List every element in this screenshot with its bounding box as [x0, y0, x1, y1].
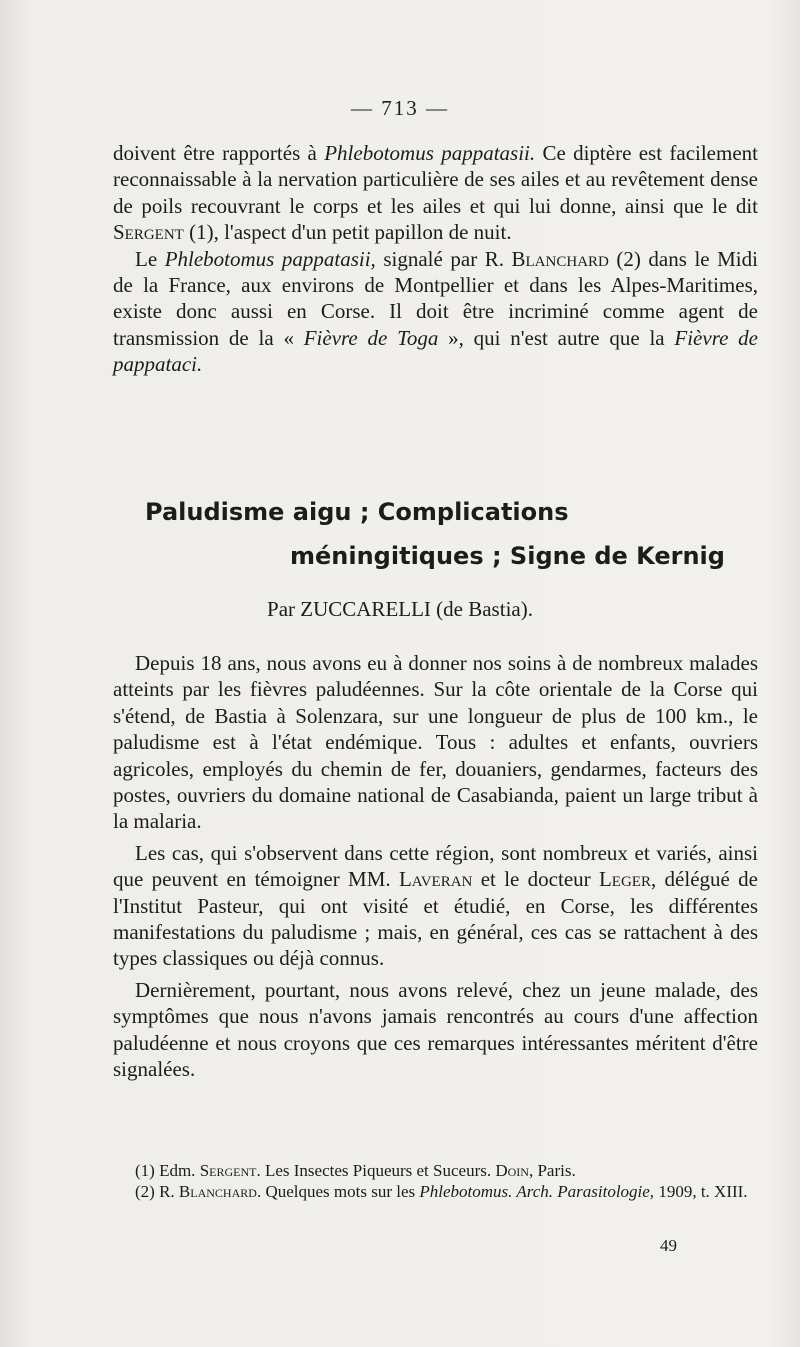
text-run: Phlebotomus pappatasii.	[324, 141, 536, 165]
footnote-2	[113, 1181, 758, 1202]
article-title-line-2: méningitiques ; Signe de Kernig	[290, 542, 725, 570]
paragraph-intro	[113, 140, 758, 246]
text-run: . Quelques mots sur les	[256, 1182, 420, 1201]
text-run: Fièvre de pappataci.	[113, 325, 758, 377]
paragraph-dernierement	[113, 977, 758, 1083]
text-run: (1) Edm.	[135, 1161, 200, 1180]
text-run: Doin	[495, 1161, 529, 1180]
folio-header: — 713 —	[351, 96, 449, 120]
text-run: Fièvre de Toga	[303, 325, 439, 350]
article-title-line-1: Paludisme aigu ; Complications	[145, 498, 569, 526]
text-run: Sergent	[113, 220, 184, 245]
page-number: 49	[660, 1236, 677, 1255]
text-run: , Paris.	[528, 1161, 576, 1180]
text-run: Ce diptère est facilement reconnaissable à la nervation particulière de ses ailes et au revêtement dense de poils recouvrant le corps et les ailes et qui lui donne, ainsi que le dit	[113, 141, 758, 218]
paragraph-depuis	[113, 650, 758, 835]
article-author: Par ZUCCARELLI (de Bastia).	[267, 597, 533, 621]
text-run: signalé par R.	[375, 246, 512, 271]
text-run: Blanchard	[511, 246, 609, 271]
text-run: Leger	[598, 867, 651, 892]
text-run: Le	[135, 246, 165, 271]
text-run: Blanchard	[178, 1182, 257, 1201]
text-run: Laveran	[398, 867, 473, 892]
text-run: (2) R.	[135, 1182, 179, 1201]
text-run: Phlebotomus. Arch. Parasitologie,	[419, 1182, 655, 1201]
text-block-article	[113, 650, 758, 1083]
text-run: doivent être rapportés à	[113, 141, 325, 165]
paragraph-cas	[113, 840, 758, 972]
text-run: . Les Insectes Piqueurs et Suceurs.	[256, 1161, 496, 1180]
text-block-top	[113, 140, 758, 378]
text-run: (2) dans le Midi de la France, aux environs de Montpellier et dans les Alpes-Maritimes, existe donc aussi en Corse. Il doit être incriminé comme agent de transmission de la «	[113, 246, 758, 350]
text-run: Phlebotomus pappatasii,	[164, 246, 376, 271]
paragraph-phlebotomus	[113, 246, 758, 378]
text-run: (1), l'aspect d'un petit papillon de nuit.	[183, 220, 512, 245]
text-run: et le docteur	[472, 867, 599, 892]
text-run: 1909, t. XIII.	[654, 1182, 748, 1201]
text-run: Sergent	[199, 1161, 257, 1180]
footnote-1	[113, 1160, 758, 1181]
text-run: , délégué de l'Institut Pasteur, qui ont visité et étudié, en Corse, les différentes manifestations du paludisme ; mais, en général, ces cas se rattachent à des types classiques ou déjà connus.	[113, 867, 759, 971]
text-run: Depuis 18 ans, nous avons eu à donner nos soins à de nombreux malades atteints par les fièvres paludéennes. Sur la côte orientale de la Corse qui s'étend, de Bastia à Solenzara, sur une longueur de plus de 100 km., le paludisme est à l'état endémique. Tous : adultes et enfants, ouvriers agricoles, employés du chemin de fer, douaniers, gendarmes, facteurs des postes, ouvriers du domaine national de Casabianda, paient un large tribut à la malaria.	[113, 651, 758, 834]
text-run: Dernièrement, pourtant, nous avons relevé, chez un jeune malade, des symptômes que nous n'avons jamais rencontrés au cours d'une affection paludéenne et nous croyons que ces remarques intéressantes méritent d'être signalées.	[113, 977, 758, 1082]
footnotes	[113, 1160, 758, 1202]
text-run: Les cas, qui s'observent dans cette région, sont nombreux et variés, ainsi que peuvent en témoigner MM.	[113, 840, 758, 892]
text-run: », qui n'est autre que la	[438, 325, 675, 350]
